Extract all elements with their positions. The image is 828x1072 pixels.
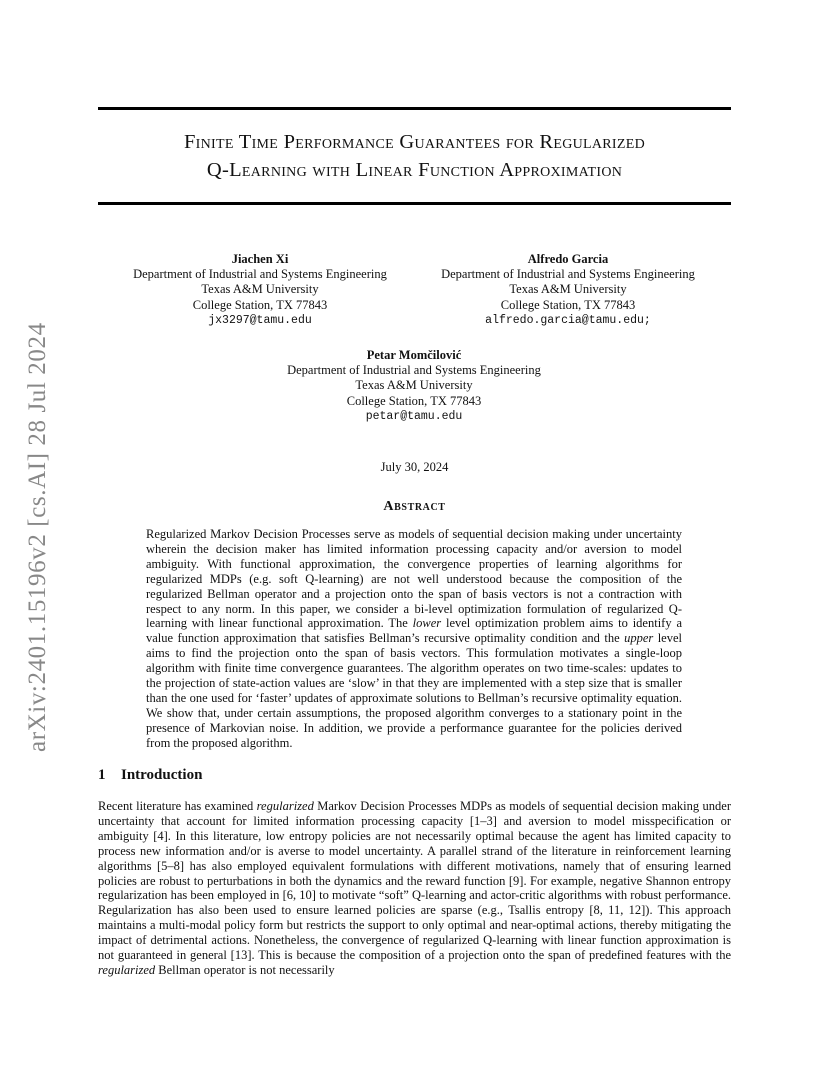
introduction-paragraph [98, 799, 731, 978]
intro-part-1: Recent literature has examined [98, 799, 257, 813]
author-block-1 [110, 252, 410, 328]
author-university: Texas A&M University [201, 282, 319, 297]
abstract-text [146, 527, 682, 751]
author-department: Department of Industrial and Systems Engineering [287, 363, 541, 378]
abstract-emphasis-upper: upper [624, 631, 654, 646]
author-department: Department of Industrial and Systems Engineering [441, 267, 695, 282]
title-top-rule [98, 107, 731, 110]
author-block-2 [420, 252, 716, 328]
author-name: Jiachen Xi [231, 252, 289, 266]
author-city: College Station, TX 77843 [192, 297, 328, 312]
section-title: Introduction [121, 767, 203, 783]
author-email[interactable]: jx3297@tamu.edu [208, 313, 312, 327]
arxiv-identifier: arXiv:2401.15196v2 [cs.AI] 28 Jul 2024 [24, 322, 51, 752]
author-department: Department of Industrial and Systems Engineering [133, 267, 387, 282]
author-university: Texas A&M University [355, 378, 473, 393]
paper-date: July 30, 2024 [380, 460, 449, 474]
author-email[interactable]: alfredo.garcia@tamu.edu; [485, 313, 651, 327]
author-name: Petar Momčilović [366, 348, 462, 362]
intro-part-2: Markov Decision Processes MDPs as models of sequential decision making under uncertainty that account for limited information processing capacity [1–3] and aversion to model misspecification or ambiguity [4]. In this literature, low entropy policies are not necessarily optimal because the agent has limited capacity to process new information and/or is averse to model uncertainty. A parallel strand of the literature in reinforcement learning algorithms [5–8] has also employed equivalent formulations with different motivations, namely that of ensuring learned policies are robust to perturbations in both the dynamics and the reward function [9]. For example, negative Shannon entropy regularization has been employed in [6, 10] to motivate “soft” Q-learning and actor-critic algorithms with robust performance. Regularization has also been used to ensure learned policies are sparse (e.g., Tsallis entropy [8, 11, 12]). This approach maintains a multi-modal policy form but restricts the support to only optimal and near-optimal actions, thereby mitigating the impact of detrimental actions. Nonetheless, the convergence of regularized Q-learning with linear function approximation is not guaranteed in general [13]. This is because the composition of a projection onto the span of predefined features with the [98, 799, 731, 963]
author-city: College Station, TX 77843 [500, 297, 636, 312]
title-line-1: Finite Time Performance Guarantees for Regularized [183, 131, 646, 153]
intro-part-3: Bellman operator is not necessarily [155, 962, 335, 977]
intro-emphasis-regularized-2: regularized [98, 962, 156, 977]
paper-title [98, 128, 731, 184]
section-heading-introduction [98, 767, 202, 784]
intro-emphasis-regularized: regularized [256, 799, 314, 813]
section-number: 1 [98, 767, 106, 783]
abstract-part-3: level aims to find the projection onto the span of basis vectors. This formulation motivates a single-loop algorithm with finite time convergence guarantees. The algorithm operates on two time-scales: updates to the projection of state-action values are ‘slow’ in that they are implemented with a step size that is smaller than the one used for ‘faster’ updates of approximate solutions to Bellman’s recursive optimality equation. We show that, under certain assumptions, the proposed algorithm converges to a stationary point in the presence of Markovian noise. In addition, we provide a performance guarantee for the policies derived from the proposed algorithm. [146, 631, 682, 750]
author-city: College Station, TX 77843 [346, 393, 482, 408]
author-university: Texas A&M University [509, 282, 627, 297]
author-email[interactable]: petar@tamu.edu [365, 409, 463, 423]
author-name: Alfredo Garcia [527, 252, 609, 266]
abstract-heading: Abstract [383, 499, 446, 514]
title-line-2: Q-Learning with Linear Function Approximation [206, 159, 623, 181]
title-bottom-rule [98, 202, 731, 205]
abstract-part-2: level optimization problem aims to identify a value function approximation that satisfies Bellman’s recursive optimality condition and the [146, 616, 682, 646]
abstract-part-1: Regularized Markov Decision Processes serve as models of sequential decision making under uncertainty wherein the decision maker has limited information processing capacity and/or aversion to model ambiguity. With functional approximation, the convergence properties of learning algorithms for regularized MDPs (e.g. soft Q-learning) are not well understood because the composition of the regularized Bellman operator and a projection onto the span of basis vectors is not a contraction with respect to any norm. In this paper, we consider a bi-level optimization formulation of regularized Q-learning with linear functional approximation. The [146, 527, 682, 631]
author-block-3 [264, 348, 564, 424]
abstract-emphasis-lower: lower [412, 616, 442, 631]
